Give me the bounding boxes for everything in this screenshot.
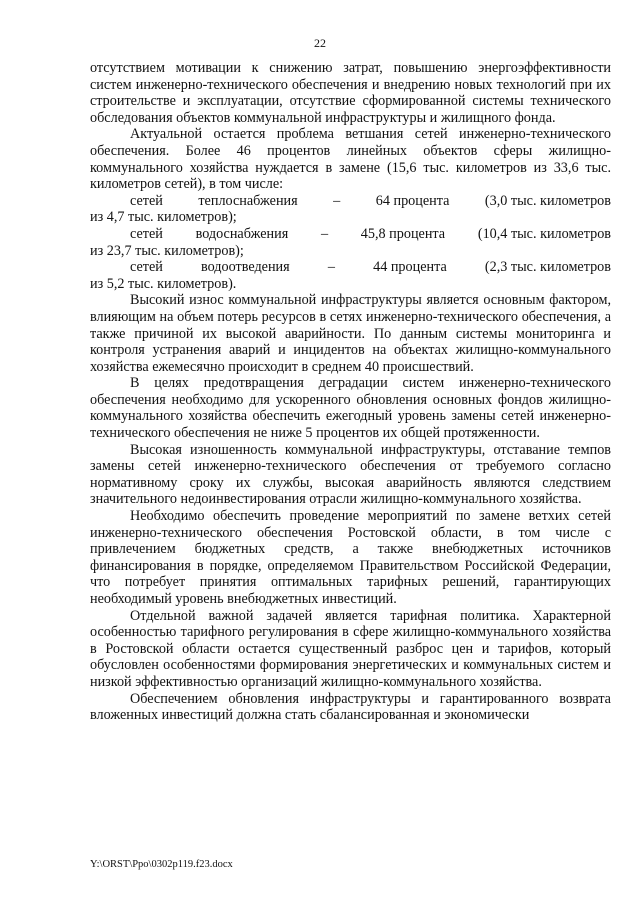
paragraph-investment-return: Обеспечением обновления инфраструктуры и гарантированного возврата вложенных инвестиций должна стать сбалансированная и экономически xyxy=(90,690,611,724)
list-item-length: (10,4 тыс. километров xyxy=(477,225,611,242)
paragraph-network-aging: Актуальной остается проблема ветшания сетей инженерно-технического обеспечения. Более 46 процентов линейных объектов сферы жилищно-коммунального хозяйства нуждается в замене (15,6 тыс. километров из 33,6 тыс. километров сетей), в том числе: xyxy=(90,126,611,193)
list-item-network-type: теплоснабжения xyxy=(198,192,298,209)
document-body xyxy=(90,60,611,724)
list-item-percent: 44 процента xyxy=(373,259,447,276)
paragraph-tariff-policy: Отдельной важной задачей является тарифная политика. Характерной особенностью тарифного регулирования в сфере жилищно-коммунального хозяйства в Ростовской области остается существенный разброс цен и тарифов, который обусловлен особенностями формирования энергетических и коммунальных систем и низкой эффективностью организаций жилищно-коммунального хозяйства. xyxy=(90,607,611,690)
paragraph-motivation: отсутствием мотивации к снижению затрат, повышению энергоэффективности систем инженерно-технического обеспечения и внедрению новых технологий при их строительстве и эксплуатации, отсутствие сформированной системы технического обследования объектов коммунальной инфраструктуры и жилищного фонда. xyxy=(90,60,611,126)
list-item-network-type: водоотведения xyxy=(201,259,290,276)
paragraph-infrastructure-wear: Высокий износ коммунальной инфраструктуры является основным фактором, влияющим на объем потерь ресурсов в сетях инженерно-технического обеспечения, а также причиной их высокой аварийности. По данным системы мониторинга и контроля устранения аварий и инцидентов на объектах жилищно-коммунального хозяйства ежемесячно происходит в среднем 40 происшествий. xyxy=(90,292,611,375)
list-item-word: сетей xyxy=(130,225,163,242)
list-item-word: сетей xyxy=(130,259,163,276)
paragraph-degradation-prevention: В целях предотвращения деградации систем инженерно-технического обеспечения необходимо для ускоренного обновления основных фондов жилищно-коммунального хозяйства обеспечить ежегодный уровень замены сетей инженерно-технического обеспечения не ниже 5 процентов их общей протяженности. xyxy=(90,375,611,442)
list-item-length: (3,0 тыс. километров xyxy=(484,192,611,209)
list-item-heat-supply-total: из 4,7 тыс. километров); xyxy=(90,209,237,226)
paragraph-underinvestment: Высокая изношенность коммунальной инфраструктуры, отставание темпов замены сетей инженерно-технического обеспечения от требуемого согласно нормативному сроку их службы, высокая аварийность являются следствием значительного недоинвестирования отрасли жилищно-коммунального хозяйства. xyxy=(90,441,611,508)
list-item-length: (2,3 тыс. километров xyxy=(484,259,611,276)
list-item-network-type: водоснабжения xyxy=(195,225,289,242)
list-item-percent: 45,8 процента xyxy=(360,225,446,242)
list-item-water-supply-total: из 23,7 тыс. километров); xyxy=(90,242,244,259)
list-item-water-supply xyxy=(90,226,611,243)
list-item-sewerage xyxy=(90,259,611,276)
page-number: 22 xyxy=(314,36,326,50)
list-item-percent: 64 процента xyxy=(375,192,450,209)
footer-file-path: Y:\ORST\Ppo\0302p119.f23.docx xyxy=(90,859,233,870)
paragraph-replacement-measures: Необходимо обеспечить проведение мероприятий по замене ветхих сетей инженерно-технического обеспечения Ростовской области, в том числе с привлечением бюджетных средств, а также внебюджетных источников финансирования в порядке, определяемом Правительством Российской Федерации, что потребует принятия оптимальных тарифных решений, гарантирующих необходимый уровень внебюджетных инвестиций. xyxy=(90,508,611,607)
list-item-word: сетей xyxy=(130,192,163,209)
list-item-heat-supply xyxy=(90,193,611,210)
list-item-sewerage-total: из 5,2 тыс. километров). xyxy=(90,275,237,292)
list-item-dash: – xyxy=(320,225,329,242)
list-item-dash: – xyxy=(333,192,341,209)
list-item-dash: – xyxy=(327,259,335,276)
